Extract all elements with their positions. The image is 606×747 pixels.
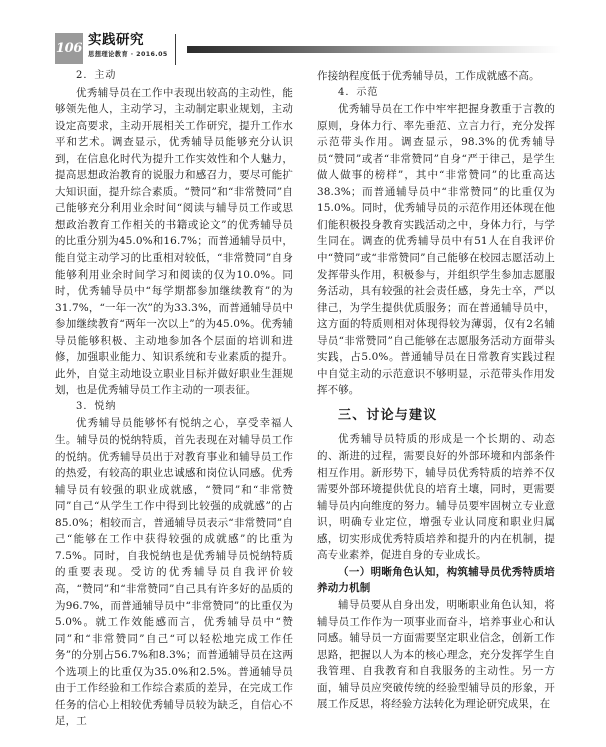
running-head-subtitle: 思想理论教育 · 2016.05 xyxy=(88,51,168,58)
body-paragraph: 优秀辅导员在工作中牢牢把握身教重于言教的原则，身体力行、率先垂范、立言力行，充分发挥示范带头作用。调查显示，98.3%的优秀辅导员“赞同”或者“非常赞同”自身“严于律己，是学生做人做事的榜样”，其中“非常赞同”的比重高达38.3%；而普通辅导员中“非常赞同”的比重仅为15.0%。同时，优秀辅导员的示范作用还体现在他们能积极投身教育实践活动之中，身体力行，与学生同在。调查的优秀辅导员中有51人在自我评价中“赞同”或“非常赞同”自己能够在校园志愿活动上发挥带头作用，积极参与，并组织学生参加志愿服务活动，具有较强的社会责任感，身先士卒，严以律己，为学生提供优质服务；而在普通辅导员中，这方面的特质则相对体现得较为薄弱，仅有2名辅导员“非常赞同”自己能够在志愿服务活动方面带头实践，占5.0%。普通辅导员在日常教育实践过程中自觉主动的示范意识不够明显，示范带头作用发挥不够。 xyxy=(317,103,555,397)
body-paragraph: 作接纳程度低于优秀辅导员，工作成就感不高。 xyxy=(317,70,540,82)
subheading-numbered: 3．悦纳 xyxy=(76,400,117,412)
running-head-divider xyxy=(175,34,176,65)
subheading-numbered: 4．示范 xyxy=(338,86,379,98)
column-left xyxy=(55,68,293,730)
column-right xyxy=(317,68,555,730)
body-paragraph: 优秀辅导员能够怀有悦纳之心，享受幸福人生。辅导员的悦纳特质，首先表现在对辅导员工作的悦纳。优秀辅导员出于对教育事业和辅导员工作的热爱，有较高的职业忠诚感和岗位认同感。优秀辅导员有较强的职业成就感，“赞同”和“非常赞同”自己“从学生工作中得到比较强的成就感”的占85.0%；相较而言，普通辅导员表示“非常赞同”自己“能够在工作中获得较强的成就感”的比重为7.5%。同时，自我悦纳也是优秀辅导员悦纳特质的重要表现。受访的优秀辅导员自我评价较高，“赞同”和“非常赞同”自己具有许多好的品质的为96.7%，而普通辅导员中“非常赞同”的比重仅为5.0%。就工作效能感而言，优秀辅导员中“赞同”和“非常赞同”自己“可以轻松地完成工作任务”的分别占56.7%和8.3%；而普通辅导员在这两个选项上的比重仅为35.0%和2.5%。普通辅导员由于工作经验和工作综合素质的差异，在完成工作任务的信心上相较优秀辅导员较为缺乏，自信心不足，工 xyxy=(55,417,293,728)
body-columns xyxy=(55,68,555,730)
body-paragraph: 辅导员要从自身出发，明晰职业角色认知，将辅导员工作作为一项事业而奋斗，培养事业心和认同感。辅导员一方面需要坚定职业信念，创新工作思路，把握以人为本的核心理念，充分发挥学生自我管理、自我教育和自我服务的主动性。另一方面，辅导员应突破传统的经验型辅导员的形象，开展工作反思，将经验方法转化为理论研究成果，在 xyxy=(317,598,555,711)
body-paragraph: 优秀辅导员在工作中表现出较高的主动性，能够领先他人，主动学习，主动制定职业规划，主动设定高要求，主动开展相关工作研究，提升工作水平和艺术。调查显示，优秀辅导员能够充分认识到，在信息化时代为提升工作实效性和个人魅力，提高思想政治教育的说服力和感召力，要尽可能扩大知识面，提升综合素质。“赞同”和“非常赞同”自己能够充分利用业余时间“阅读与辅导员工作或思想政治教育工作相关的书籍或论文”的优秀辅导员的比重分别为45.0%和16.7%；而普通辅导员中，能自觉主动学习的比重相对较低，“非常赞同”自身能够利用业余时间学习和阅读的仅为10.0%。同时，优秀辅导员中“每学期都参加继续教育”的为31.7%，“一年一次”的为33.3%，而普通辅导员中参加继续教育“两年一次以上”的为45.0%。优秀辅导员能够积极、主动地参加各个层面的培训和进修，加强职业能力、知识系统和专业素质的提升。此外，自觉主动地设立职业目标并做好职业生涯规划，也是优秀辅导员工作主动的一项表征。 xyxy=(55,86,293,397)
running-head-title: 实践研究 xyxy=(88,32,144,48)
running-head-titles xyxy=(88,33,168,60)
body-paragraph: 优秀辅导员特质的形成是一个长期的、动态的、渐进的过程，需要良好的外部环境和内部条件相互作用。新形势下，辅导员优秀特质的培养不仅需要外部环境提供优良的培育土壤，同时，更需要辅导员内向维度的努力。辅导员要牢固树立专业意识，明确专业定位，增强专业认同度和职业归属感，切实形成优秀特质培养和提升的内在机制，提高专业素养，促进自身的专业成长。 xyxy=(317,433,555,562)
section-heading: 三、讨论与建议 xyxy=(338,407,438,423)
subsection-heading: （一）明晰角色认知，构筑辅导员优秀特质培养动力机制 xyxy=(317,565,555,595)
running-head-gradient-rule xyxy=(187,46,561,53)
subheading-numbered: 2．主动 xyxy=(76,70,117,81)
page-number-badge: 106 xyxy=(55,33,83,64)
